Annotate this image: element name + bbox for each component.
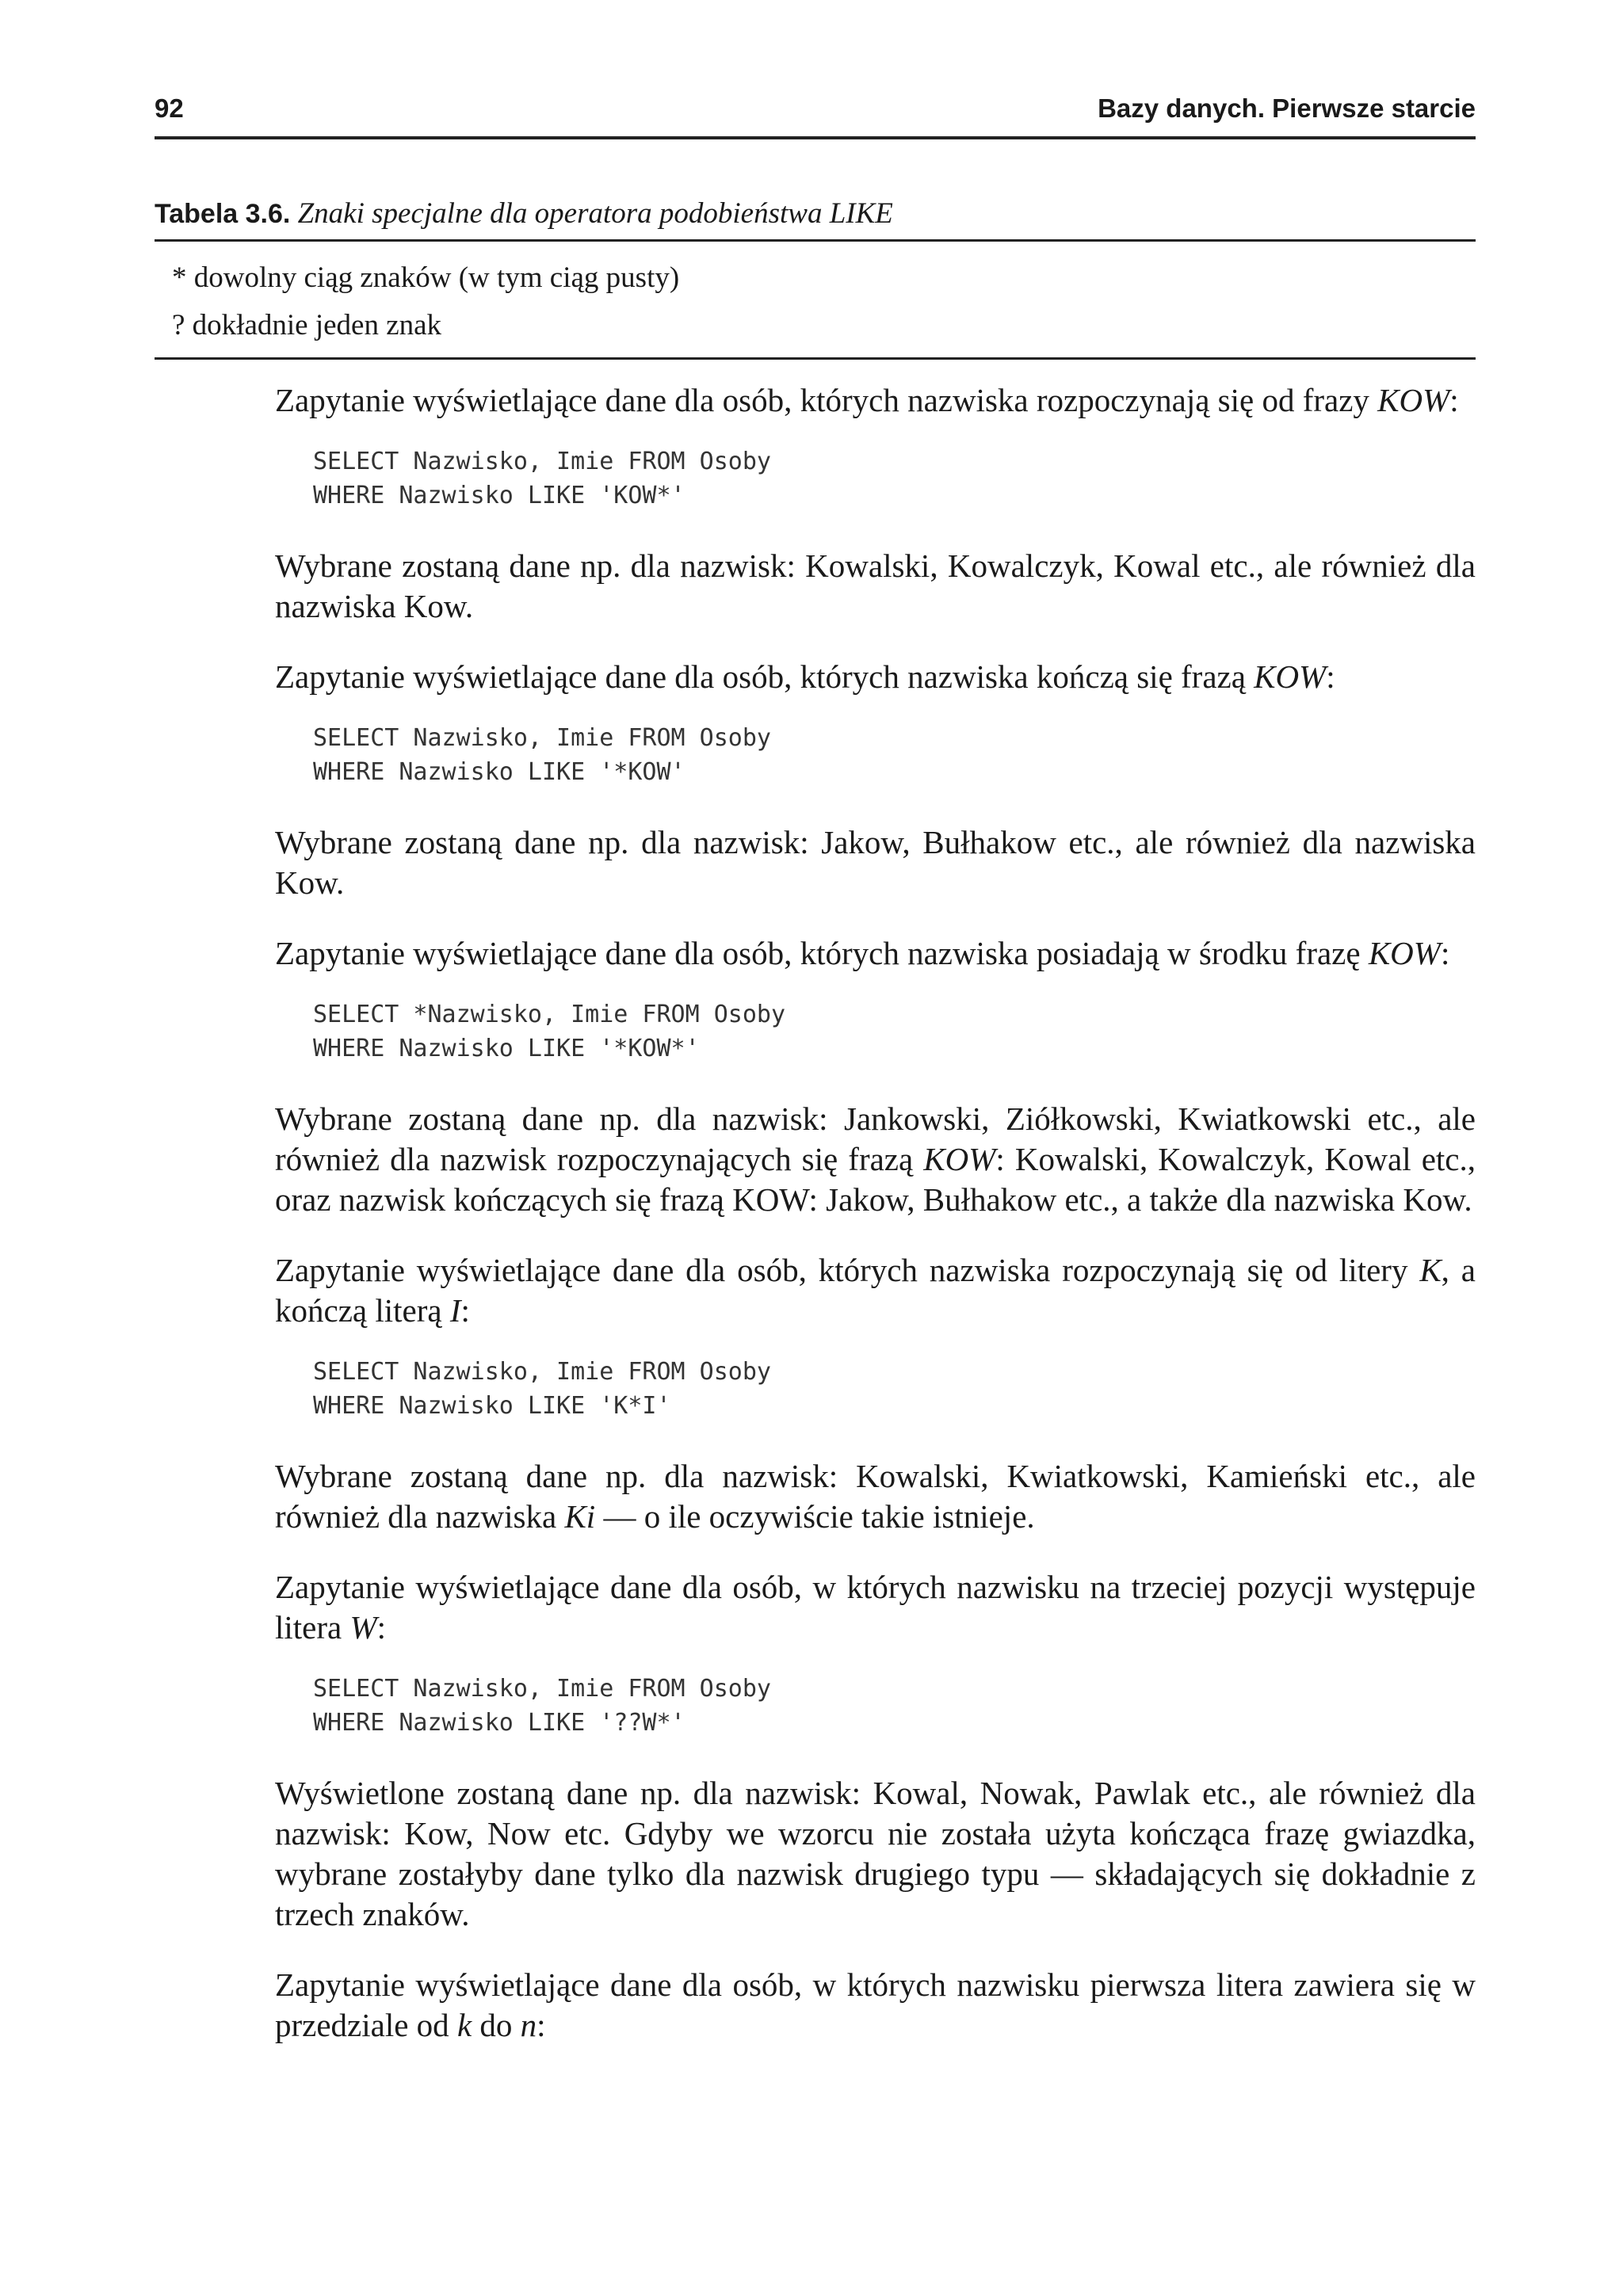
table-caption-text: Znaki specjalne dla operatora podobieństwa LIKE (297, 197, 893, 230)
query-description: Zapytanie wyświetlające dane dla osób, w których nazwisku na trzeciej pozycji występuje litera W: (275, 1569, 1476, 1646)
code-line: WHERE Nazwisko LIKE '*KOW' (313, 758, 685, 786)
sql-code-block (313, 997, 1476, 1066)
code-line: WHERE Nazwisko LIKE '??W*' (313, 1709, 685, 1737)
result-description: Wybrane zostaną dane np. dla nazwisk: Kowalski, Kwiatkowski, Kamieński etc., ale również dla nazwiska Ki — o ile oczywiście takie istnieje. (275, 1458, 1476, 1535)
sql-code-block (313, 1355, 1476, 1423)
sql-code-block (313, 444, 1476, 513)
page-number: 92 (155, 93, 184, 123)
code-line: SELECT Nazwisko, Imie FROM Osoby (313, 724, 771, 752)
table-caption-label: Tabela 3.6. (155, 199, 291, 229)
result-description: Wybrane zostaną dane np. dla nazwisk: Jankowski, Ziółkowski, Kwiatkowski etc., ale również dla nazwisk rozpoczynających się frazą KOW: Kowalski, Kowalczyk, Kowal etc., oraz nazwisk kończących się frazą KOW: Jakow, Bułhakow etc., a także dla nazwiska Kow. (275, 1100, 1476, 1218)
query-description: Zapytanie wyświetlające dane dla osób, w których nazwisku pierwsza litera zawiera się w przedziale od k do n: (275, 1966, 1476, 2043)
body-text (275, 380, 1476, 2069)
table-row: ? dokładnie jeden znak (172, 309, 442, 341)
code-line: WHERE Nazwisko LIKE '*KOW*' (313, 1035, 700, 1062)
result-description: Wybrane zostaną dane np. dla nazwisk: Jakow, Bułhakow etc., ale również dla nazwiska Kow. (275, 824, 1476, 901)
table-caption (155, 196, 893, 231)
sql-code-block (313, 1672, 1476, 1740)
result-description: Wybrane zostaną dane np. dla nazwisk: Kowalski, Kowalczyk, Kowal etc., ale również dla nazwiska Kow. (275, 547, 1476, 624)
running-head: Bazy danych. Pierwsze starcie (1098, 93, 1476, 123)
sql-code-block (313, 721, 1476, 789)
code-line: SELECT Nazwisko, Imie FROM Osoby (313, 1675, 771, 1703)
special-characters-table (155, 239, 1476, 360)
query-description: Zapytanie wyświetlające dane dla osób, których nazwiska rozpoczynają się od litery K, a kończą literą I: (275, 1252, 1476, 1329)
code-line: SELECT Nazwisko, Imie FROM Osoby (313, 448, 771, 475)
code-line: SELECT *Nazwisko, Imie FROM Osoby (313, 1001, 786, 1028)
query-description: Zapytanie wyświetlające dane dla osób, których nazwiska rozpoczynają się od frazy KOW: (275, 382, 1459, 418)
page-header (155, 89, 1476, 139)
result-description: Wyświetlone zostaną dane np. dla nazwisk: Kowal, Nowak, Pawlak etc., ale również dla nazwisk: Kow, Now etc. Gdyby we wzorcu nie została użyta kończąca frazę gwiazdka, wybrane zostałyby dane tylko dla nazwisk drugiego typu — składających się dokładnie z trzech znaków. (275, 1775, 1476, 1932)
table-row: * dowolny ciąg znaków (w tym ciąg pusty) (172, 261, 680, 294)
code-line: WHERE Nazwisko LIKE 'K*I' (313, 1392, 671, 1420)
code-line: WHERE Nazwisko LIKE 'KOW*' (313, 482, 685, 509)
query-description: Zapytanie wyświetlające dane dla osób, których nazwiska kończą się frazą KOW: (275, 658, 1335, 695)
query-description: Zapytanie wyświetlające dane dla osób, których nazwiska posiadają w środku frazę KOW: (275, 935, 1450, 971)
code-line: SELECT Nazwisko, Imie FROM Osoby (313, 1358, 771, 1386)
